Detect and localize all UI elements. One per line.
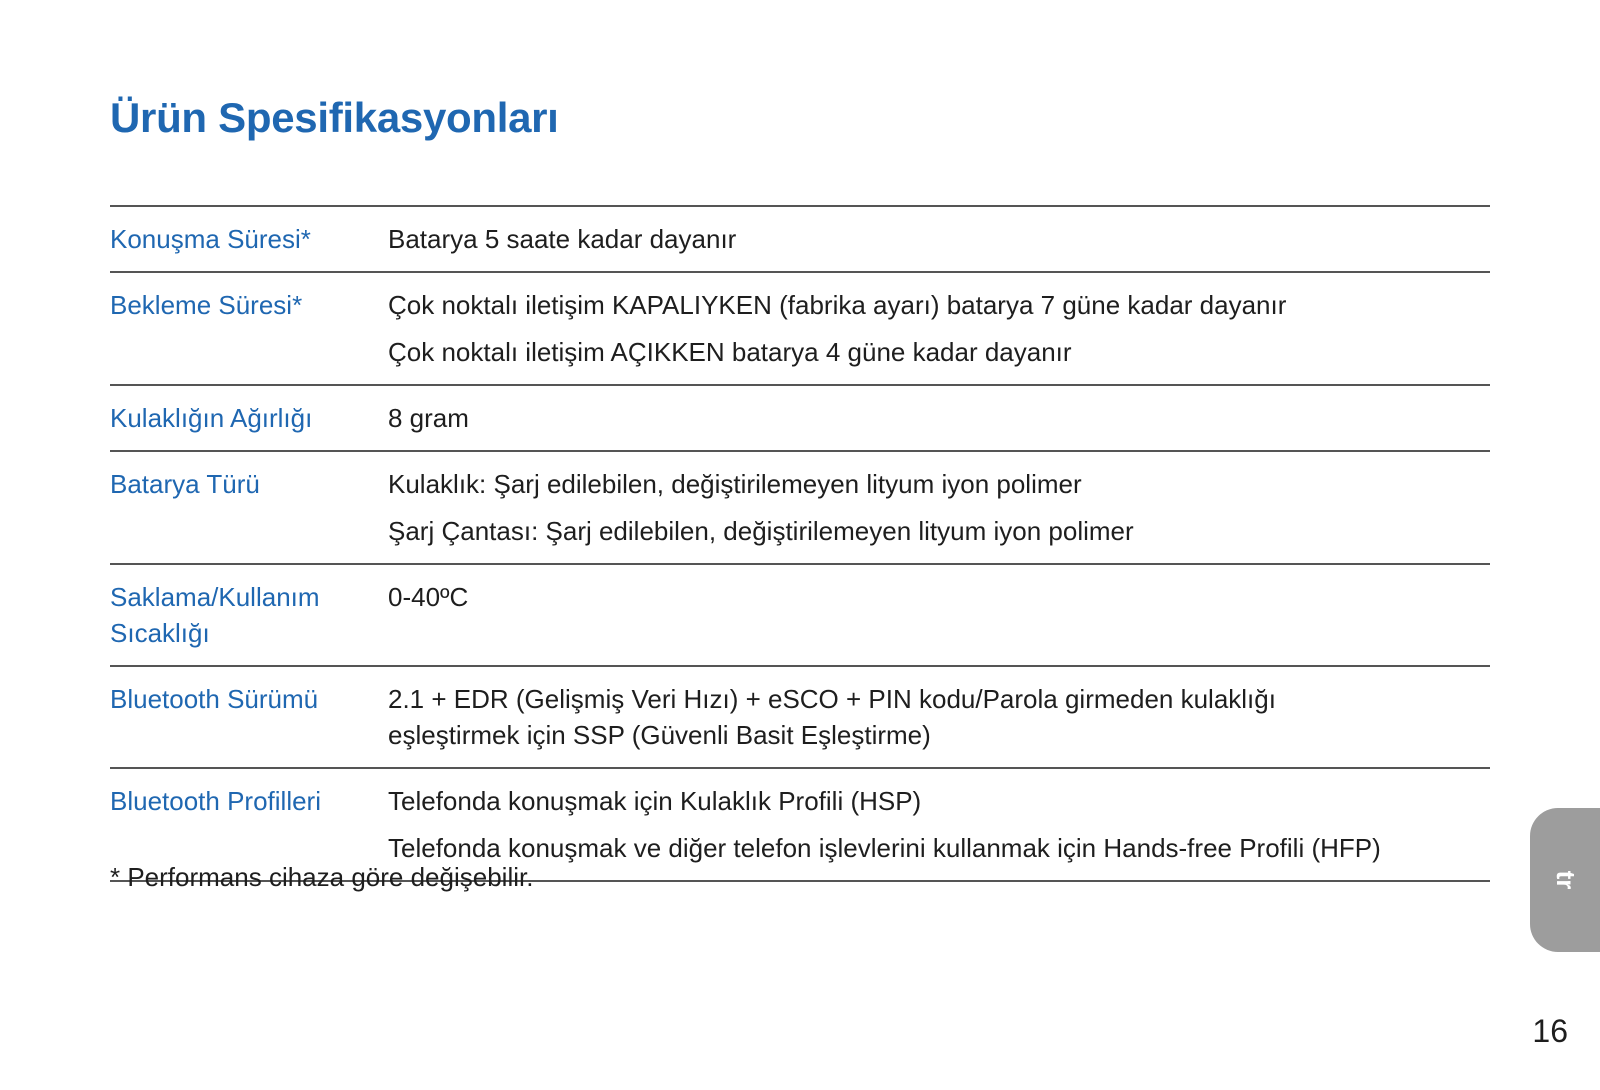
spec-row-battery-type (110, 452, 1490, 565)
spec-value: Telefonda konuşmak için Kulaklık Profili (HSP) (388, 786, 922, 816)
spec-value: Telefonda konuşmak ve diğer telefon işlevlerini kullanmak için Hands-free Profili (HFP) (388, 833, 1381, 863)
spec-row-standby-time (110, 273, 1490, 386)
spec-value: Şarj Çantası: Şarj edilebilen, değiştirilemeyen lityum iyon polimer (388, 516, 1134, 546)
spec-values (388, 681, 1490, 753)
spec-row-temperature (110, 565, 1490, 667)
page-title: Ürün Spesifikasyonları (110, 94, 559, 141)
spec-values (388, 400, 1490, 436)
spec-value: 8 gram (388, 403, 469, 433)
spec-values (388, 221, 1490, 257)
spec-values (388, 287, 1490, 370)
spec-value: Batarya 5 saate kadar dayanır (388, 224, 737, 254)
footnote: * Performans cihaza göre değişebilir. (110, 862, 534, 892)
spec-label: Bekleme Süresi* (110, 290, 303, 320)
spec-values (388, 579, 1490, 651)
spec-value: Kulaklık: Şarj edilebilen, değiştirilemeyen lityum iyon polimer (388, 469, 1082, 499)
spec-value: 0-40ºC (388, 582, 469, 612)
spec-value: 2.1 + EDR (Gelişmiş Veri Hızı) + eSCO + PIN kodu/Parola girmeden kulaklığı eşleştirmek için SSP (Güvenli Basit Eşleştirme) (388, 684, 1276, 750)
spec-table (110, 205, 1490, 882)
spec-row-bluetooth-version (110, 667, 1490, 769)
spec-label: Batarya Türü (110, 469, 260, 499)
spec-label: Konuşma Süresi* (110, 224, 311, 254)
page-number: 16 (1532, 1013, 1568, 1049)
spec-label: Kulaklığın Ağırlığı (110, 403, 313, 433)
spec-label: Bluetooth Sürümü (110, 684, 319, 714)
spec-values (388, 466, 1490, 549)
spec-row-weight (110, 386, 1490, 452)
spec-label: Bluetooth Profilleri (110, 786, 321, 816)
spec-row-talk-time (110, 207, 1490, 273)
language-tab-label: tr (1551, 870, 1581, 890)
spec-values (388, 783, 1490, 866)
spec-value: Çok noktalı iletişim KAPALIYKEN (fabrika ayarı) batarya 7 güne kadar dayanır (388, 290, 1287, 320)
spec-label: Saklama/Kullanım Sıcaklığı (110, 582, 320, 648)
spec-value: Çok noktalı iletişim AÇIKKEN batarya 4 güne kadar dayanır (388, 337, 1072, 367)
